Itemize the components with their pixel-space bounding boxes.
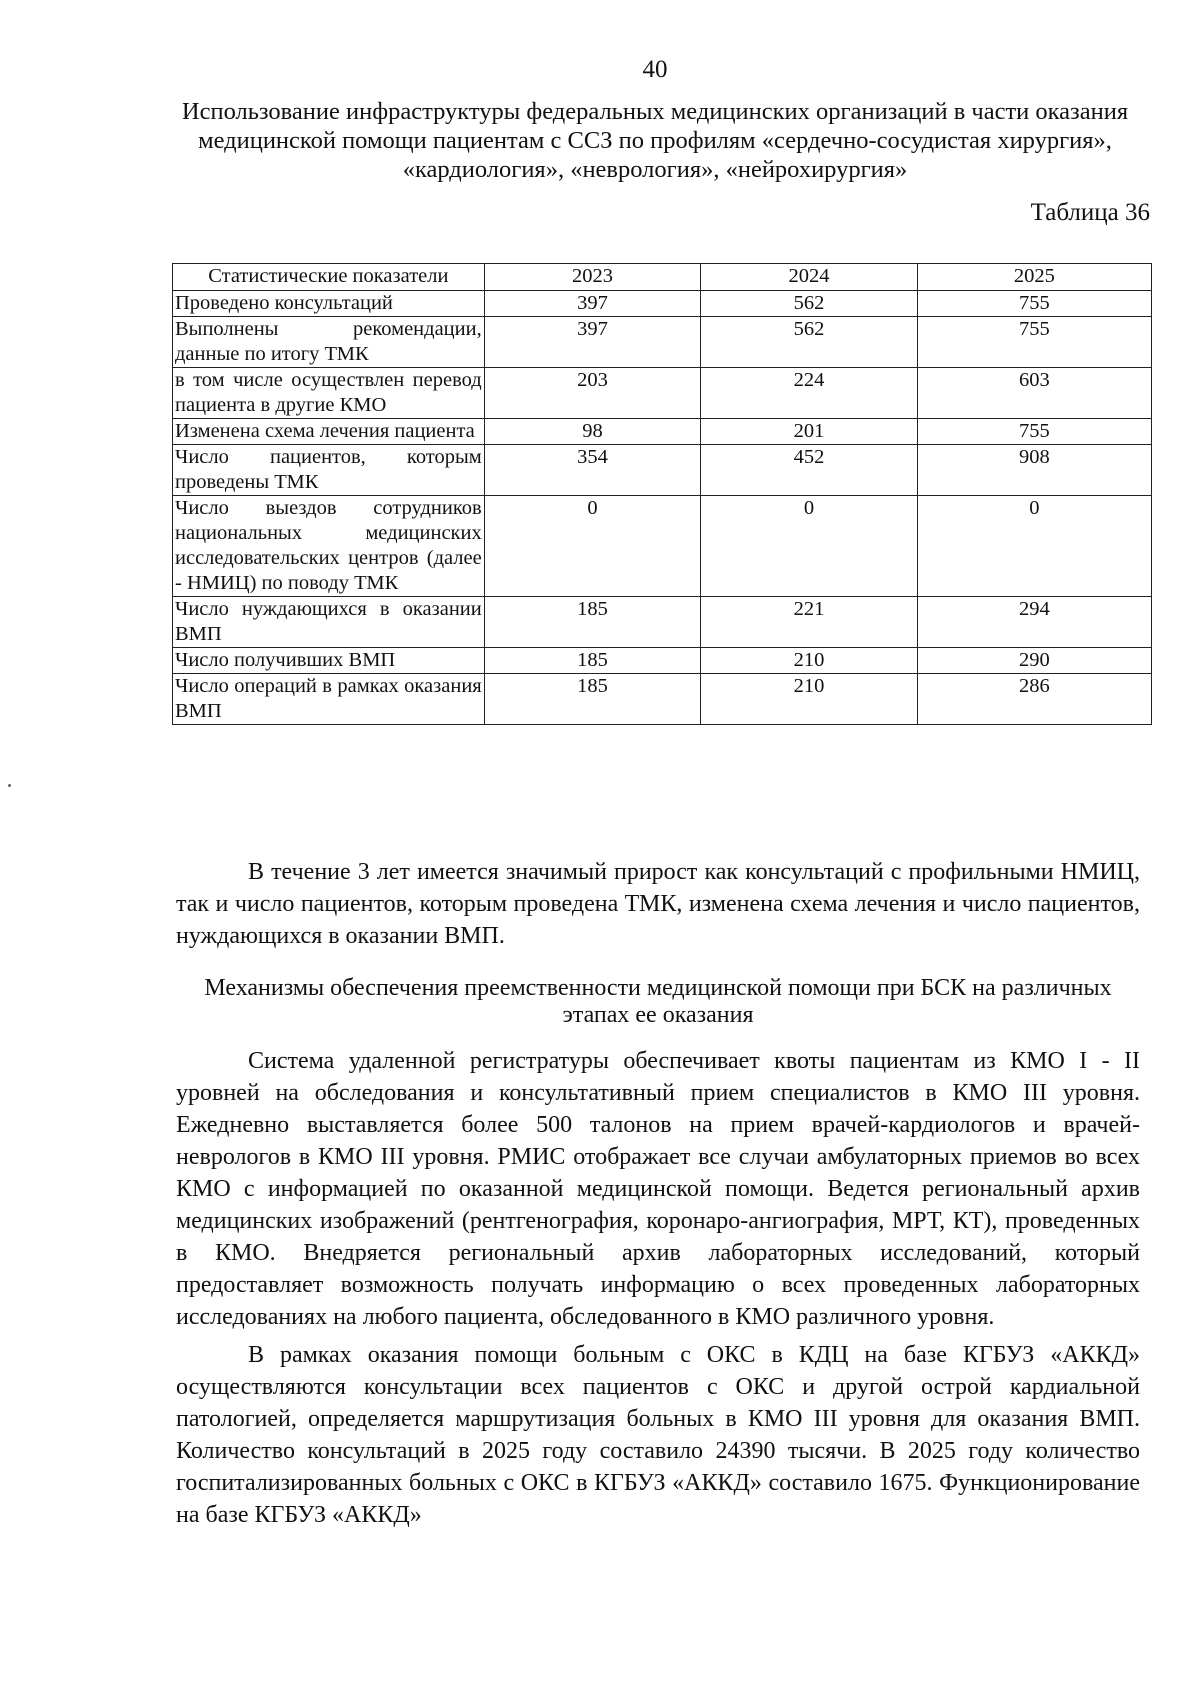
table-row (173, 419, 1152, 445)
value-cell: 221 (701, 597, 917, 648)
row-label: Изменена схема лечения пациента (173, 419, 485, 445)
table-row (173, 674, 1152, 725)
value-cell: 210 (701, 674, 917, 725)
value-cell: 755 (917, 419, 1151, 445)
value-cell: 908 (917, 445, 1151, 496)
table-row (173, 445, 1152, 496)
table-header-row (173, 264, 1152, 291)
table-body (173, 291, 1152, 725)
paragraph: В течение 3 лет имеется значимый прирост как консультаций с профильными НМИЦ, так и число пациентов, которым проведена ТМК, изменена схема лечения и число пациентов, нуждающихся в оказании ВМП. (176, 859, 1140, 949)
value-cell: 286 (917, 674, 1151, 725)
value-cell: 294 (917, 597, 1151, 648)
value-cell: 755 (917, 291, 1151, 317)
table-row (173, 648, 1152, 674)
row-label: Число пациентов, которым проведены ТМК (173, 445, 485, 496)
value-cell: 201 (701, 419, 917, 445)
value-cell: 290 (917, 648, 1151, 674)
scan-speck (8, 784, 11, 787)
value-cell: 185 (484, 597, 700, 648)
value-cell: 755 (917, 317, 1151, 368)
value-cell: 562 (701, 317, 917, 368)
value-cell: 203 (484, 368, 700, 419)
paragraph: В рамках оказания помощи больным с ОКС в КДЦ на базе КГБУЗ «АККД» осуществляются консультации всех пациентов с ОКС и другой острой кардиальной патологией, определяется маршрутизация больных в КМО III уровня для оказания ВМП. Количество консультаций в 2025 году составило 24390 тысячи. В 2025 году количество госпитализированных больных с ОКС в КГБУЗ «АККД» составило 1675. Функционирование на базе КГБУЗ «АККД» (176, 1342, 1140, 1528)
section-title: Использование инфраструктуры федеральных медицинских организаций в части оказания медицинской помощи пациентам с ССЗ по профилям «сердечно-сосудистая хирургия», «кардиология», «неврология», «нейрохирургия» (181, 98, 1129, 183)
value-cell: 210 (701, 648, 917, 674)
row-label: в том числе осуществлен перевод пациента в другие КМО (173, 368, 485, 419)
value-cell: 0 (484, 496, 700, 597)
section-subheading: Механизмы обеспечения преемственности медицинской помощи при БСК на различных этапах ее оказания (204, 975, 1112, 1028)
table-caption: Таблица 36 (1030, 199, 1150, 226)
table-header-cell: 2025 (917, 264, 1151, 291)
value-cell: 185 (484, 648, 700, 674)
paragraph: Система удаленной регистратуры обеспечивает квоты пациентам из КМО I - II уровней на обследования и консультативный прием специалистов в КМО III уровня. Ежедневно выставляется более 500 талонов на прием врачей-кардиологов и врачей-неврологов в КМО III уровня. РМИС отображает все случаи амбулаторных приемов во всех КМО с информацией по оказанной медицинской помощи. Ведется региональный архив медицинских изображений (рентгенография, коронаро-ангиография, МРТ, КТ), проведенных в КМО. Внедряется региональный архив лабораторных исследований, который предоставляет возможность получать информацию о всех проведенных лабораторных исследованиях на любого пациента, обследованного в КМО различного уровня. (176, 1048, 1140, 1330)
row-label: Число выездов сотрудников национальных медицинских исследовательских центров (далее - НМИЦ) по поводу ТМК (173, 496, 485, 597)
value-cell: 603 (917, 368, 1151, 419)
row-label: Проведено консультаций (173, 291, 485, 317)
row-label: Число нуждающихся в оказании ВМП (173, 597, 485, 648)
value-cell: 452 (701, 445, 917, 496)
row-label: Число получивших ВМП (173, 648, 485, 674)
row-label: Выполнены рекомендации, данные по итогу ТМК (173, 317, 485, 368)
value-cell: 397 (484, 291, 700, 317)
table-row (173, 597, 1152, 648)
value-cell: 98 (484, 419, 700, 445)
value-cell: 397 (484, 317, 700, 368)
value-cell: 224 (701, 368, 917, 419)
value-cell: 354 (484, 445, 700, 496)
value-cell: 0 (701, 496, 917, 597)
table-header-cell: 2024 (701, 264, 917, 291)
table-row (173, 368, 1152, 419)
value-cell: 185 (484, 674, 700, 725)
table-row (173, 291, 1152, 317)
table-row (173, 317, 1152, 368)
paragraph-block-2 (176, 1045, 1140, 1537)
row-label: Число операций в рамках оказания ВМП (173, 674, 485, 725)
value-cell: 0 (917, 496, 1151, 597)
table-header-cell: Статистические показатели (173, 264, 485, 291)
paragraph-block-1 (176, 856, 1140, 958)
table-header-cell: 2023 (484, 264, 700, 291)
statistics-table (172, 263, 1152, 725)
page-number: 40 (642, 56, 668, 83)
value-cell: 562 (701, 291, 917, 317)
table-row (173, 496, 1152, 597)
